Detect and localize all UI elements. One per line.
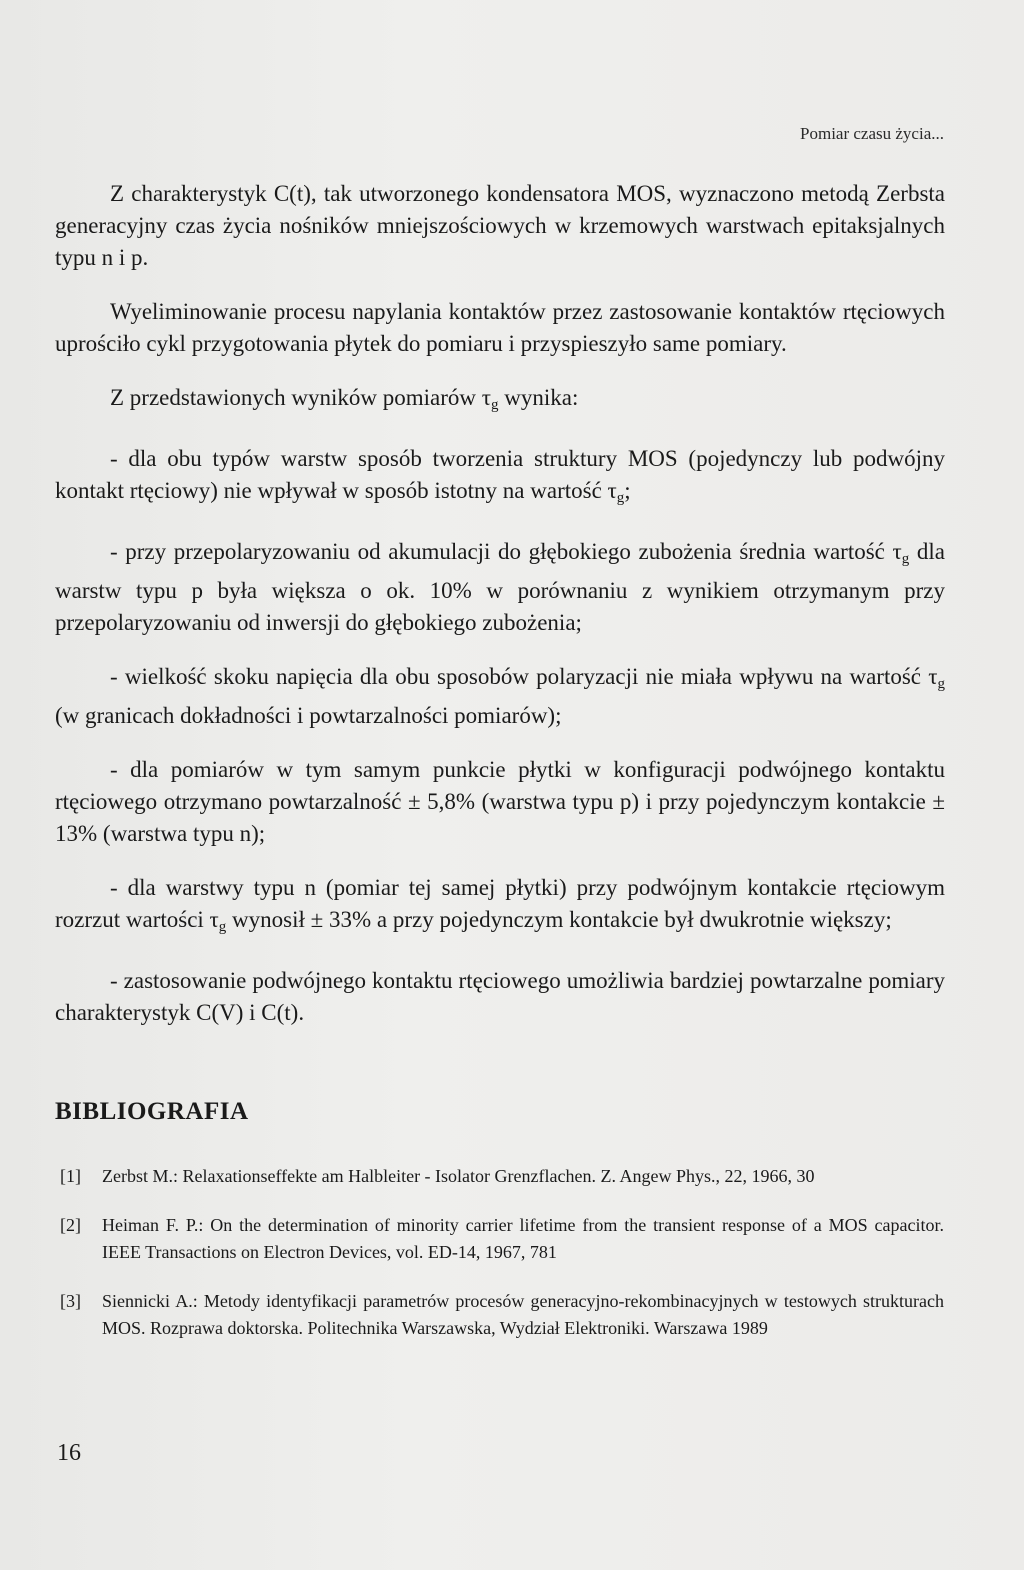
paragraph-result-1: - dla obu typów warstw sposób tworzenia struktury MOS (pojedynczy lub podwójny kontakt rtęciowy) nie wpływał w sposób istotny na wartość τg; — [55, 446, 945, 506]
reference-item — [60, 1212, 944, 1266]
paragraph-result-2: - przy przepolaryzowaniu od akumulacji do głębokiego zubożenia średnia wartość τg dla warstw typu p była większa o ok. 10% w porównaniu z wynikiem otrzymanym przy przepolaryzowaniu od inwersji do głębokiego zubożenia; — [55, 539, 945, 635]
reference-number: [2] — [60, 1215, 81, 1235]
paragraph-result-5: - dla warstwy typu n (pomiar tej samej płytki) przy podwójnym kontakcie rtęciowym rozrzut wartości τg wynosił ± 33% a przy pojedynczym kontakcie był dwukrotnie większy; — [55, 875, 945, 935]
tau-symbol: τ — [481, 385, 492, 410]
body-text — [55, 178, 945, 1051]
paragraph-results-intro: Z przedstawionych wyników pomiarów τg wynika: — [110, 385, 579, 413]
tau-symbol: τ — [209, 907, 219, 932]
reference-text: Heiman F. P.: On the determination of minority carrier lifetime from the transient response of a MOS capacitor. IEEE Transactions on Electron Devices, vol. ED-14, 1967, 781 — [102, 1215, 944, 1262]
running-header: Pomiar czasu życia... — [800, 124, 944, 143]
paragraph-conclusion-intro: Z charakterystyk C(t), tak utworzonego kondensatora MOS, wyznaczono metodą Zerbsta generacyjny czas życia nośników mniejszościowych w krzemowych warstwach epitaksjalnych typu n i p. — [55, 181, 945, 270]
reference-text: Zerbst M.: Relaxationseffekte am Halbleiter - Isolator Grenzflachen. Z. Angew Phys., 22, 1966, 30 — [102, 1166, 815, 1186]
reference-number: [1] — [60, 1166, 81, 1186]
paragraph-mercury-contacts: Wyeliminowanie procesu napylania kontaktów przez zastosowanie kontaktów rtęciowych uprościło cykl przygotowania płytek do pomiaru i przyspieszyło same pomiary. — [55, 299, 945, 356]
reference-text: Siennicki A.: Metody identyfikacji parametrów procesów generacyjno-rekombinacyjnych w testowych strukturach MOS. Rozprawa doktorska. Politechnika Warszawska, Wydział Elektroniki. Warszawa 1989 — [102, 1291, 944, 1338]
reference-item — [60, 1163, 944, 1190]
paragraph-result-4: - dla pomiarów w tym samym punkcie płytki w konfiguracji podwójnego kontaktu rtęciowego otrzymano powtarzalność ± 5,8% (warstwa typu p) i przy pojedynczym kontakcie ± 13% (warstwa typu n); — [55, 757, 945, 846]
bibliography-heading: BIBLIOGRAFIA — [55, 1098, 249, 1125]
tau-symbol: τ — [892, 539, 902, 564]
page-number: 16 — [57, 1440, 81, 1466]
tau-symbol: τ — [928, 664, 938, 689]
reference-number: [3] — [60, 1291, 81, 1311]
paragraph-result-6: - zastosowanie podwójnego kontaktu rtęciowego umożliwia bardziej powtarzalne pomiary charakterystyk C(V) i C(t). — [55, 968, 945, 1025]
reference-item — [60, 1288, 944, 1342]
paragraph-result-3: - wielkość skoku napięcia dla obu sposobów polaryzacji nie miała wpływu na wartość τg (w granicach dokładności i powtarzalności pomiarów); — [55, 664, 945, 728]
tau-symbol: τ — [607, 478, 617, 503]
bibliography-list — [60, 1163, 944, 1364]
